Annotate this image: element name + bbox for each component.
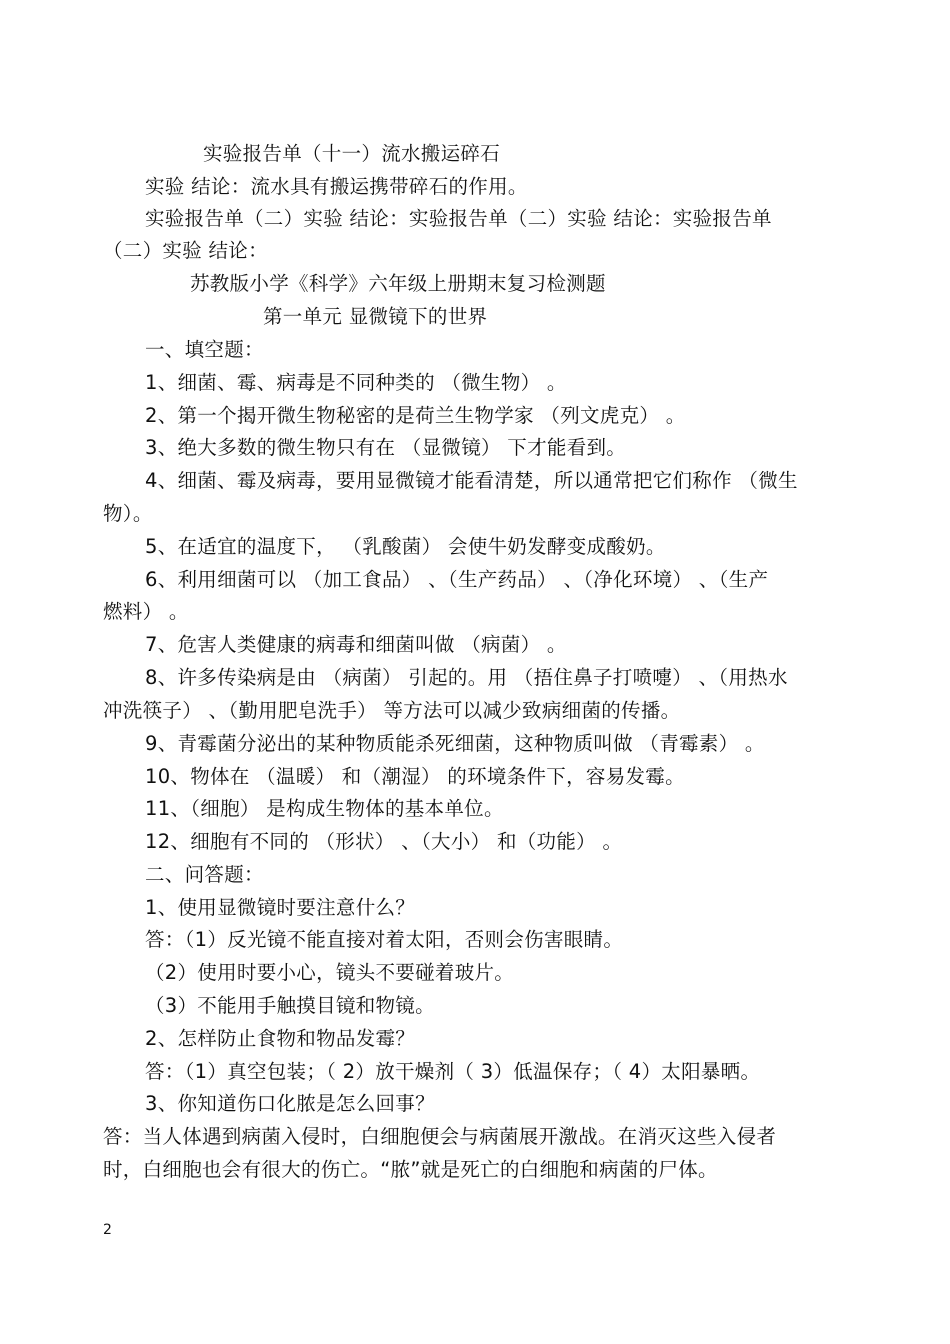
qa-question-2: 2、怎样防止食物和物品发霉？ (145, 1027, 416, 1050)
fill-item-4-cont: 物）。 (103, 502, 153, 525)
qa-answer-3-a: 答：当人体遇到病菌入侵时，白细胞便会与病菌展开激战。在消灭这些入侵者 (103, 1125, 777, 1148)
fill-item-3: 3、绝大多数的微生物只有在 （显微镜） 下才能看到。 (145, 436, 627, 459)
section-heading-qa: 二、问答题： (145, 863, 264, 886)
fill-item-1: 1、细菌、霉、病毒是不同种类的 （微生物） 。 (145, 371, 567, 394)
fill-item-2: 2、第一个揭开微生物秘密的是荷兰生物学家 （列文虎克） 。 (145, 404, 686, 427)
section-heading-fill: 一、填空题： (145, 338, 264, 361)
qa-answer-1-c: （3）不能用手触摸目镜和物镜。 (145, 994, 435, 1017)
fill-item-8-cont: 冲洗筷子） 、（勤用肥皂洗手） 等方法可以减少致病细菌的传播。 (103, 699, 681, 722)
fill-item-7: 7、危害人类健康的病毒和细菌叫做 （病菌） 。 (145, 633, 567, 656)
qa-answer-1-b: （2）使用时要小心，镜头不要碰着玻片。 (145, 961, 515, 984)
fill-item-6-cont: 燃料） 。 (103, 600, 189, 623)
fill-item-11: 11、（细胞） 是构成生物体的基本单位。 (145, 797, 504, 820)
fill-item-5: 5、在适宜的温度下， （乳酸菌） 会使牛奶发酵变成酸奶。 (145, 535, 666, 558)
unit-title: 第一单元 显微镜下的世界 (263, 305, 488, 328)
fill-item-4: 4、细菌、霉及病毒，要用显微镜才能看清楚，所以通常把它们称作 （微生 (145, 469, 798, 492)
fill-item-9: 9、青霉菌分泌出的某种物质能杀死细菌，这种物质叫做 （青霉素） 。 (145, 732, 765, 755)
fill-item-10: 10、物体在 （温暖） 和（潮湿） 的环境条件下，容易发霉。 (145, 765, 685, 788)
fill-item-12: 12、细胞有不同的 （形状） 、（大小） 和（功能） 。 (145, 830, 623, 853)
qa-answer-3-b: 时，白细胞也会有很大的伤亡。“脓”就是死亡的白细胞和病菌的尸体。 (103, 1158, 718, 1181)
qa-question-1: 1、使用显微镜时要注意什么？ (145, 896, 416, 919)
fill-item-8: 8、许多传染病是由 （病菌） 引起的。用 （捂住鼻子打喷嚏） 、（用热水 (145, 666, 788, 689)
fill-item-6: 6、利用细菌可以 （加工食品） 、（生产药品） 、（净化环境） 、（生产 (145, 568, 769, 591)
exam-title: 苏教版小学《科学》六年级上册期末复习检测题 (190, 272, 606, 295)
report-conclusion-line: 实验 结论：流水具有搬运携带碎石的作用。 (145, 175, 528, 198)
qa-question-3: 3、你知道伤口化脓是怎么回事？ (145, 1092, 435, 1115)
qa-answer-2: 答：（1）真空包装；（ 2）放干燥剂（ 3）低温保存；（ 4）太阳暴晒。 (145, 1060, 761, 1083)
report-line-cont: （二）实验 结论： (103, 239, 268, 262)
qa-answer-1-a: 答：（1）反光镜不能直接对着太阳，否则会伤害眼睛。 (145, 928, 624, 951)
report-line: 实验报告单（二）实验 结论：实验报告单（二）实验 结论：实验报告单 (145, 207, 772, 230)
report-title-11: 实验报告单（十一）流水搬运碎石 (203, 142, 501, 165)
page-number: 2 (103, 1222, 112, 1238)
